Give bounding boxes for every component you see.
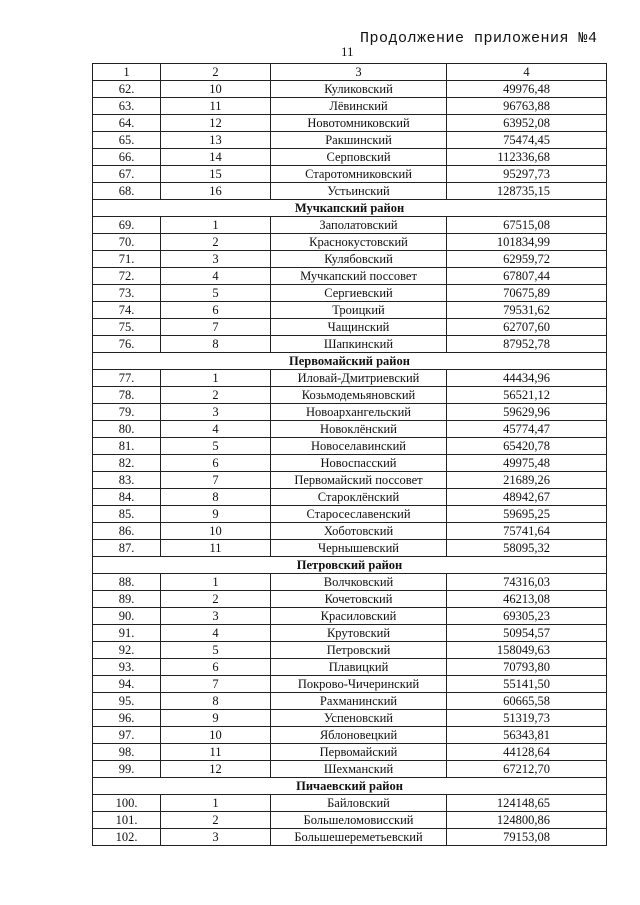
row-number: 69. xyxy=(93,217,161,234)
local-number: 6 xyxy=(161,659,271,676)
settlement-name: Чернышевский xyxy=(271,540,447,557)
amount-value: 49976,48 xyxy=(447,81,607,98)
settlement-name: Хоботовский xyxy=(271,523,447,540)
local-number: 5 xyxy=(161,438,271,455)
table-row xyxy=(93,336,607,353)
amount-value: 46213,08 xyxy=(447,591,607,608)
table-row xyxy=(93,506,607,523)
local-number: 2 xyxy=(161,812,271,829)
local-number: 5 xyxy=(161,642,271,659)
settlement-name: Куликовский xyxy=(271,81,447,98)
table-row xyxy=(93,761,607,778)
row-number: 78. xyxy=(93,387,161,404)
page-header-title: Продолжение приложения №4 xyxy=(360,30,598,47)
local-number: 14 xyxy=(161,149,271,166)
local-number: 11 xyxy=(161,98,271,115)
row-number: 83. xyxy=(93,472,161,489)
settlement-name: Старотомниковский xyxy=(271,166,447,183)
row-number: 77. xyxy=(93,370,161,387)
table-row xyxy=(93,302,607,319)
settlement-name: Кочетовский xyxy=(271,591,447,608)
local-number: 5 xyxy=(161,285,271,302)
table-row xyxy=(93,659,607,676)
table-row xyxy=(93,404,607,421)
amount-value: 65420,78 xyxy=(447,438,607,455)
amount-value: 67807,44 xyxy=(447,268,607,285)
amount-value: 44434,96 xyxy=(447,370,607,387)
row-number: 87. xyxy=(93,540,161,557)
amount-value: 59695,25 xyxy=(447,506,607,523)
row-number: 72. xyxy=(93,268,161,285)
district-section-row xyxy=(93,353,607,370)
table-row xyxy=(93,387,607,404)
row-number: 95. xyxy=(93,693,161,710)
table-row xyxy=(93,829,607,846)
table-row xyxy=(93,285,607,302)
row-number: 66. xyxy=(93,149,161,166)
amount-value: 50954,57 xyxy=(447,625,607,642)
row-number: 88. xyxy=(93,574,161,591)
row-number: 96. xyxy=(93,710,161,727)
settlement-name: Кулябовский xyxy=(271,251,447,268)
row-number: 98. xyxy=(93,744,161,761)
local-number: 1 xyxy=(161,574,271,591)
row-number: 85. xyxy=(93,506,161,523)
table-header-row xyxy=(93,64,607,81)
amount-value: 56521,12 xyxy=(447,387,607,404)
amount-value: 101834,99 xyxy=(447,234,607,251)
settlement-name: Шехманский xyxy=(271,761,447,778)
column-header: 3 xyxy=(271,64,447,81)
settlement-name: Новоархангельский xyxy=(271,404,447,421)
local-number: 12 xyxy=(161,761,271,778)
district-title: Мучкапский район xyxy=(93,200,607,217)
table-row xyxy=(93,115,607,132)
local-number: 7 xyxy=(161,676,271,693)
settlement-name: Серповский xyxy=(271,149,447,166)
local-number: 3 xyxy=(161,251,271,268)
local-number: 3 xyxy=(161,404,271,421)
local-number: 1 xyxy=(161,370,271,387)
district-title: Пичаевский район xyxy=(93,778,607,795)
amount-value: 128735,15 xyxy=(447,183,607,200)
row-number: 84. xyxy=(93,489,161,506)
allocation-table xyxy=(92,63,607,846)
amount-value: 45774,47 xyxy=(447,421,607,438)
settlement-name: Старосеславенский xyxy=(271,506,447,523)
row-number: 99. xyxy=(93,761,161,778)
local-number: 1 xyxy=(161,795,271,812)
amount-value: 95297,73 xyxy=(447,166,607,183)
table-row xyxy=(93,183,607,200)
local-number: 8 xyxy=(161,489,271,506)
table-row xyxy=(93,693,607,710)
district-section-row xyxy=(93,778,607,795)
row-number: 90. xyxy=(93,608,161,625)
row-number: 102. xyxy=(93,829,161,846)
table-row xyxy=(93,608,607,625)
table-row xyxy=(93,217,607,234)
row-number: 79. xyxy=(93,404,161,421)
amount-value: 79531,62 xyxy=(447,302,607,319)
column-header: 2 xyxy=(161,64,271,81)
local-number: 9 xyxy=(161,506,271,523)
settlement-name: Крутовский xyxy=(271,625,447,642)
amount-value: 60665,58 xyxy=(447,693,607,710)
row-number: 76. xyxy=(93,336,161,353)
table-row xyxy=(93,319,607,336)
amount-value: 58095,32 xyxy=(447,540,607,557)
settlement-name: Козьмодемьяновский xyxy=(271,387,447,404)
amount-value: 21689,26 xyxy=(447,472,607,489)
row-number: 62. xyxy=(93,81,161,98)
row-number: 80. xyxy=(93,421,161,438)
settlement-name: Новоклёнский xyxy=(271,421,447,438)
settlement-name: Первомайский поссовет xyxy=(271,472,447,489)
local-number: 2 xyxy=(161,234,271,251)
table-row xyxy=(93,574,607,591)
local-number: 12 xyxy=(161,115,271,132)
amount-value: 75741,64 xyxy=(447,523,607,540)
settlement-name: Лёвинский xyxy=(271,98,447,115)
local-number: 1 xyxy=(161,217,271,234)
table-row xyxy=(93,98,607,115)
local-number: 15 xyxy=(161,166,271,183)
settlement-name: Устьинский xyxy=(271,183,447,200)
row-number: 73. xyxy=(93,285,161,302)
settlement-name: Староклёнский xyxy=(271,489,447,506)
table-row xyxy=(93,166,607,183)
local-number: 6 xyxy=(161,455,271,472)
row-number: 94. xyxy=(93,676,161,693)
settlement-name: Большеломовисский xyxy=(271,812,447,829)
amount-value: 55141,50 xyxy=(447,676,607,693)
amount-value: 70675,89 xyxy=(447,285,607,302)
settlement-name: Байловский xyxy=(271,795,447,812)
row-number: 63. xyxy=(93,98,161,115)
local-number: 16 xyxy=(161,183,271,200)
table-row xyxy=(93,591,607,608)
district-section-row xyxy=(93,200,607,217)
settlement-name: Сергиевский xyxy=(271,285,447,302)
settlement-name: Новотомниковский xyxy=(271,115,447,132)
row-number: 68. xyxy=(93,183,161,200)
amount-value: 49975,48 xyxy=(447,455,607,472)
table-body xyxy=(93,81,607,846)
table-row xyxy=(93,676,607,693)
row-number: 100. xyxy=(93,795,161,812)
settlement-name: Чащинский xyxy=(271,319,447,336)
local-number: 4 xyxy=(161,625,271,642)
local-number: 11 xyxy=(161,744,271,761)
amount-value: 67515,08 xyxy=(447,217,607,234)
settlement-name: Яблоновецкий xyxy=(271,727,447,744)
amount-value: 96763,88 xyxy=(447,98,607,115)
table-row xyxy=(93,268,607,285)
row-number: 89. xyxy=(93,591,161,608)
local-number: 11 xyxy=(161,540,271,557)
amount-value: 124148,65 xyxy=(447,795,607,812)
row-number: 75. xyxy=(93,319,161,336)
row-number: 82. xyxy=(93,455,161,472)
table-row xyxy=(93,523,607,540)
row-number: 65. xyxy=(93,132,161,149)
row-number: 74. xyxy=(93,302,161,319)
table-row xyxy=(93,472,607,489)
local-number: 2 xyxy=(161,387,271,404)
amount-value: 44128,64 xyxy=(447,744,607,761)
amount-value: 112336,68 xyxy=(447,149,607,166)
amount-value: 56343,81 xyxy=(447,727,607,744)
row-number: 93. xyxy=(93,659,161,676)
settlement-name: Заполатовский xyxy=(271,217,447,234)
local-number: 3 xyxy=(161,608,271,625)
settlement-name: Мучкапский поссовет xyxy=(271,268,447,285)
local-number: 8 xyxy=(161,336,271,353)
local-number: 7 xyxy=(161,319,271,336)
amount-value: 59629,96 xyxy=(447,404,607,421)
table-row xyxy=(93,149,607,166)
table-row xyxy=(93,132,607,149)
column-header: 1 xyxy=(93,64,161,81)
table-row xyxy=(93,744,607,761)
local-number: 2 xyxy=(161,591,271,608)
table-row xyxy=(93,625,607,642)
settlement-name: Ракшинский xyxy=(271,132,447,149)
settlement-name: Успеновский xyxy=(271,710,447,727)
row-number: 86. xyxy=(93,523,161,540)
row-number: 101. xyxy=(93,812,161,829)
amount-value: 67212,70 xyxy=(447,761,607,778)
local-number: 10 xyxy=(161,727,271,744)
table-row xyxy=(93,812,607,829)
settlement-name: Плавицкий xyxy=(271,659,447,676)
settlement-name: Покрово-Чичеринский xyxy=(271,676,447,693)
settlement-name: Краснокустовский xyxy=(271,234,447,251)
column-header: 4 xyxy=(447,64,607,81)
table-row xyxy=(93,81,607,98)
district-section-row xyxy=(93,557,607,574)
row-number: 70. xyxy=(93,234,161,251)
table-row xyxy=(93,251,607,268)
settlement-name: Волчковский xyxy=(271,574,447,591)
page-number: 11 xyxy=(341,44,354,59)
settlement-name: Новоспасский xyxy=(271,455,447,472)
row-number: 92. xyxy=(93,642,161,659)
local-number: 4 xyxy=(161,268,271,285)
table-row xyxy=(93,370,607,387)
table-row xyxy=(93,421,607,438)
settlement-name: Новоселавинский xyxy=(271,438,447,455)
settlement-name: Иловай-Дмитриевский xyxy=(271,370,447,387)
amount-value: 87952,78 xyxy=(447,336,607,353)
table-row xyxy=(93,727,607,744)
row-number: 67. xyxy=(93,166,161,183)
table-row xyxy=(93,540,607,557)
table-row xyxy=(93,710,607,727)
local-number: 10 xyxy=(161,523,271,540)
row-number: 91. xyxy=(93,625,161,642)
table-row xyxy=(93,455,607,472)
amount-value: 63952,08 xyxy=(447,115,607,132)
amount-value: 51319,73 xyxy=(447,710,607,727)
table-row xyxy=(93,438,607,455)
row-number: 97. xyxy=(93,727,161,744)
settlement-name: Большешереметьевский xyxy=(271,829,447,846)
amount-value: 79153,08 xyxy=(447,829,607,846)
table-row xyxy=(93,642,607,659)
row-number: 71. xyxy=(93,251,161,268)
amount-value: 62959,72 xyxy=(447,251,607,268)
local-number: 3 xyxy=(161,829,271,846)
amount-value: 74316,03 xyxy=(447,574,607,591)
row-number: 64. xyxy=(93,115,161,132)
local-number: 4 xyxy=(161,421,271,438)
amount-value: 48942,67 xyxy=(447,489,607,506)
settlement-name: Петровский xyxy=(271,642,447,659)
table-row xyxy=(93,489,607,506)
local-number: 13 xyxy=(161,132,271,149)
amount-value: 124800,86 xyxy=(447,812,607,829)
amount-value: 75474,45 xyxy=(447,132,607,149)
settlement-name: Троицкий xyxy=(271,302,447,319)
table-row xyxy=(93,234,607,251)
settlement-name: Первомайский xyxy=(271,744,447,761)
amount-value: 158049,63 xyxy=(447,642,607,659)
settlement-name: Красиловский xyxy=(271,608,447,625)
amount-value: 70793,80 xyxy=(447,659,607,676)
settlement-name: Рахманинский xyxy=(271,693,447,710)
row-number: 81. xyxy=(93,438,161,455)
local-number: 8 xyxy=(161,693,271,710)
amount-value: 69305,23 xyxy=(447,608,607,625)
district-title: Петровский район xyxy=(93,557,607,574)
amount-value: 62707,60 xyxy=(447,319,607,336)
local-number: 10 xyxy=(161,81,271,98)
district-title: Первомайский район xyxy=(93,353,607,370)
settlement-name: Шапкинский xyxy=(271,336,447,353)
local-number: 9 xyxy=(161,710,271,727)
local-number: 6 xyxy=(161,302,271,319)
table-row xyxy=(93,795,607,812)
local-number: 7 xyxy=(161,472,271,489)
